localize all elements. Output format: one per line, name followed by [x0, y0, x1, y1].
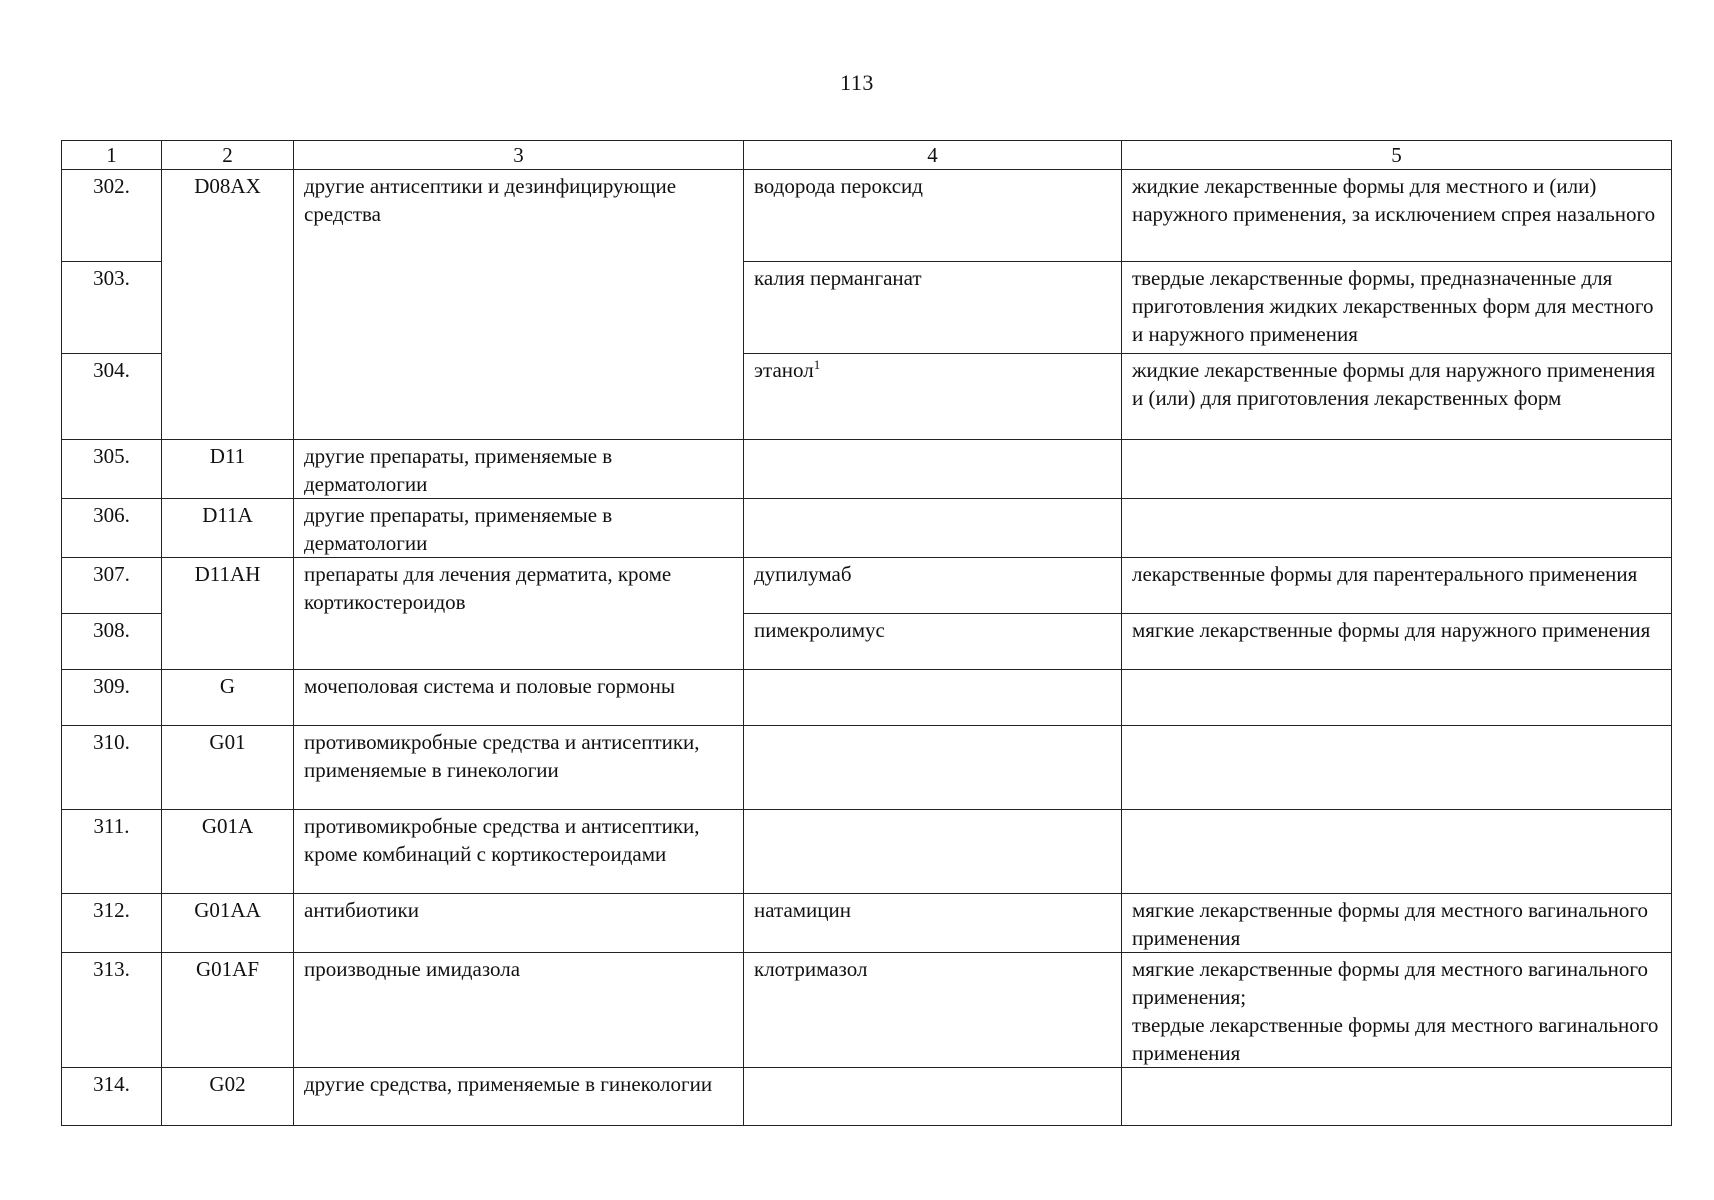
- table-row: [62, 558, 1672, 614]
- row-number-cell: 314.: [62, 1068, 162, 1126]
- drug-name-cell: [744, 354, 1122, 440]
- dosage-form-cell: [1122, 614, 1672, 670]
- dosage-form-text: твердые лекарственные формы, предназначенные для приготовления жидких лекарственных форм для местного и наружного применения: [1132, 266, 1654, 346]
- atc-description-cell: мочеполовая система и половые гормоны: [294, 670, 744, 726]
- row-number-cell: 304.: [62, 354, 162, 440]
- drug-name: пимекролимус: [754, 618, 885, 642]
- dosage-form-cell: [1122, 894, 1672, 953]
- atc-description-cell: другие антисептики и дезинфицирующие средства: [294, 170, 744, 440]
- drug-name-cell: [744, 440, 1122, 499]
- table-row: [62, 953, 1672, 1068]
- header-cell-5: 5: [1122, 141, 1672, 170]
- atc-code-cell: G02: [162, 1068, 294, 1126]
- dosage-form-text: лекарственные формы для парентерального применения: [1132, 562, 1638, 586]
- dosage-form-cell: [1122, 262, 1672, 354]
- atc-code-cell: G: [162, 670, 294, 726]
- drug-name: калия перманганат: [754, 266, 922, 290]
- header-cell-2: 2: [162, 141, 294, 170]
- table-header: [62, 141, 1672, 170]
- atc-description-cell: препараты для лечения дерматита, кроме кортикостероидов: [294, 558, 744, 670]
- row-number-cell: 308.: [62, 614, 162, 670]
- dosage-form-cell: [1122, 810, 1672, 894]
- header-cell-4: 4: [744, 141, 1122, 170]
- row-number-cell: 306.: [62, 499, 162, 558]
- table-row: [62, 894, 1672, 953]
- drug-name-cell: [744, 499, 1122, 558]
- dosage-form-cell: [1122, 953, 1672, 1068]
- drug-name-cell: [744, 1068, 1122, 1126]
- table-row: [62, 440, 1672, 499]
- dosage-form-text: мягкие лекарственные формы для местного вагинального применения: [1132, 898, 1649, 950]
- dosage-form-text: жидкие лекарственные формы для местного и (или) наружного применения, за исключением спрея назального: [1132, 174, 1656, 226]
- row-number-cell: 313.: [62, 953, 162, 1068]
- row-number-cell: 312.: [62, 894, 162, 953]
- dosage-form-cell: [1122, 170, 1672, 262]
- atc-description-cell: антибиотики: [294, 894, 744, 953]
- dosage-form-text: мягкие лекарственные формы для местного вагинального применения;: [1132, 957, 1649, 1009]
- atc-code-cell: D08AX: [162, 170, 294, 440]
- drug-name: этанол: [754, 358, 814, 382]
- row-number-cell: 309.: [62, 670, 162, 726]
- drug-name: дупилумаб: [754, 562, 852, 586]
- drug-name-cell: [744, 953, 1122, 1068]
- row-number-cell: 302.: [62, 170, 162, 262]
- row-number-cell: 305.: [62, 440, 162, 499]
- table-row: [62, 726, 1672, 810]
- drug-name-cell: [744, 614, 1122, 670]
- table-body: [62, 170, 1672, 1126]
- page-number: 113: [840, 70, 874, 95]
- drug-name-cell: [744, 558, 1122, 614]
- drug-name: клотримазол: [754, 957, 868, 981]
- atc-description-cell: производные имидазола: [294, 953, 744, 1068]
- table-row: [62, 499, 1672, 558]
- dosage-form-text: мягкие лекарственные формы для наружного применения: [1132, 618, 1651, 642]
- row-number-cell: 307.: [62, 558, 162, 614]
- row-number-cell: 310.: [62, 726, 162, 810]
- dosage-form-text: твердые лекарственные формы для местного вагинального применения: [1132, 1013, 1659, 1065]
- drug-name-cell: [744, 726, 1122, 810]
- dosage-form-cell: [1122, 354, 1672, 440]
- atc-code-cell: G01AA: [162, 894, 294, 953]
- header-row: [62, 141, 1672, 170]
- atc-code-cell: G01AF: [162, 953, 294, 1068]
- dosage-form-text: жидкие лекарственные формы для наружного применения и (или) для приготовления лекарственных форм: [1132, 358, 1656, 410]
- dosage-form-cell: [1122, 440, 1672, 499]
- drug-name: водорода пероксид: [754, 174, 923, 198]
- row-number-cell: 303.: [62, 262, 162, 354]
- atc-description-cell: другие препараты, применяемые в дерматологии: [294, 499, 744, 558]
- drug-table: [61, 140, 1672, 1126]
- atc-code-cell: D11: [162, 440, 294, 499]
- row-number-cell: 311.: [62, 810, 162, 894]
- drug-name-cell: [744, 894, 1122, 953]
- drug-name-cell: [744, 810, 1122, 894]
- drug-name-cell: [744, 670, 1122, 726]
- table-row: [62, 670, 1672, 726]
- header-cell-1: 1: [62, 141, 162, 170]
- atc-code-cell: D11AH: [162, 558, 294, 670]
- atc-description-cell: противомикробные средства и антисептики, кроме комбинаций с кортикостероидами: [294, 810, 744, 894]
- header-cell-3: 3: [294, 141, 744, 170]
- atc-code-cell: G01: [162, 726, 294, 810]
- table-row: [62, 810, 1672, 894]
- dosage-form-cell: [1122, 1068, 1672, 1126]
- drug-name: натамицин: [754, 898, 852, 922]
- atc-description-cell: другие препараты, применяемые в дерматологии: [294, 440, 744, 499]
- dosage-form-cell: [1122, 499, 1672, 558]
- dosage-form-cell: [1122, 726, 1672, 810]
- table-row: [62, 1068, 1672, 1126]
- dosage-form-cell: [1122, 670, 1672, 726]
- atc-code-cell: G01A: [162, 810, 294, 894]
- atc-description-cell: другие средства, применяемые в гинекологии: [294, 1068, 744, 1126]
- dosage-form-cell: [1122, 558, 1672, 614]
- table-row: [62, 170, 1672, 262]
- atc-description-cell: противомикробные средства и антисептики, применяемые в гинекологии: [294, 726, 744, 810]
- drug-name-cell: [744, 170, 1122, 262]
- footnote-marker: 1: [813, 357, 821, 372]
- drug-name-cell: [744, 262, 1122, 354]
- atc-code-cell: D11A: [162, 499, 294, 558]
